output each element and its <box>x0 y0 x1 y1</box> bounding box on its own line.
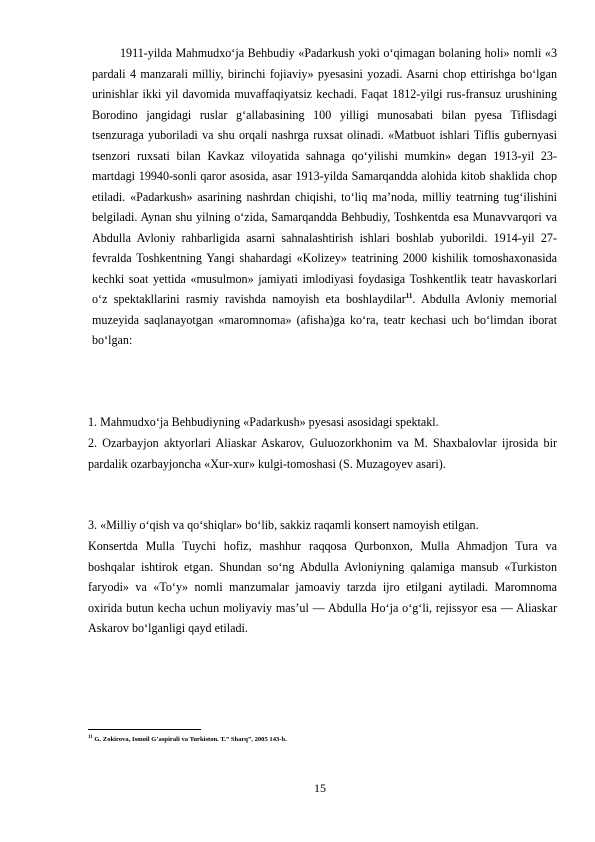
main-paragraph-text: 1911-yilda Mahmudxoʻja Behbudiy «Padarkush yoki oʻqimagan bolaning holi» nomli «3 pardali 4 manzarali milliy, birinchi fojiaviy» pyesasini yozadi. Asarni chop ettirishga boʻlgan urinishlar ikki yil davomida muvaffaqiyatsiz kechadi. Faqat 1812-yilgi rus-fransuz urushining Borodino jangidagi ruslar gʻallabasining 100 yilligi munosabati bilan pyesa Tiflisdagi tsenzuraga yuboriladi va shu orqali nashrga ruxsat olinadi. «Matbuot ishlari Tiflis gubernyasi tsenzori ruxsati bilan Kavkaz viloyatida sahnaga qoʻyilishi mumkin» degan 1913-yil 23-martdagi 19940-sonli qaror asosida, asar 1913-yilda Samarqandda alohida kitob shaklida chop etiladi. «Padarkush» asarining nashrdan chiqishi, toʻliq ma’noda, milliy teatrning tugʻilishini belgiladi. Aynan shu yilning oʻzida, Samarqandda Behbudiy, Toshkentda esa Munavvarqori va Abdulla Avloniy rahbarligida asarni sahnalashtirish ishlari boshlab yuborildi. 1914-yil 27-fevralda Toshkentning Yangi shahardagi «Kolizey» teatrining 2000 kishilik tomoshaxonasida kechki soat yettida «musulmon» jamiyati imlodiyasi foydasiga Toshkentlik teatr havaskorlari oʻz spektakllarini rasmiy ravishda namoyish eta boshlaydilar <box>92 46 557 306</box>
footnote-divider <box>88 729 201 730</box>
footnote-text: G. Zokirova, Ismoil G’aspirali va Turkiston. T.” Sharq”, 2005 143-b. <box>92 736 287 743</box>
list-item-3: 3. «Milliy oʻqish va qoʻshiqlar» boʻlib, sakkiz raqamli konsert namoyish etilgan. <box>88 518 479 532</box>
main-paragraph <box>92 43 557 351</box>
concert-paragraph: Konsertda Mulla Tuychi hofiz, mashhur raqqosa Qurbonxon, Mulla Ahmadjon Tura va boshqalar ishtirok etgan. Shundan soʻng Abdulla Avloniyning qalamiga mansub «Turkiston faryodi» va «Toʻy» nomli manzumalar jamoaviy tarzda ijro etilgani aytiladi. Maromnoma oxirida butun kecha uchun moliyaviy mas’ul — Abdulla Hoʻja oʻgʻli, rejissyor esa — Aliaskar Askarov boʻlganligi qayd etiladi. <box>88 539 557 635</box>
main-paragraph-tail: . Abdulla Avloniy memorial muzeyida saqlanayotgan «maromnoma» (afisha)ga koʻra, teatr kechasi uch boʻlimdan iborat boʻlgan: <box>92 292 558 347</box>
page-number: 15 <box>314 781 326 795</box>
list-item-1: 1. Mahmudxoʻja Behbudiyning «Padarkush» pyesasi asosidagi spektakl. <box>88 415 439 429</box>
footnote <box>88 735 558 745</box>
footnote-marker: 11 <box>88 734 93 740</box>
footnote-reference: 11 <box>405 291 413 300</box>
list-item-2: 2. Ozarbayjon aktyorlari Aliaskar Askarov, Guluozorkhonim va M. Shaxbalovlar ijrosida bir pardalik ozarbayjoncha «Xur-xur» kulgi-tomoshasi (S. Muzagoyev asari). <box>88 436 557 471</box>
